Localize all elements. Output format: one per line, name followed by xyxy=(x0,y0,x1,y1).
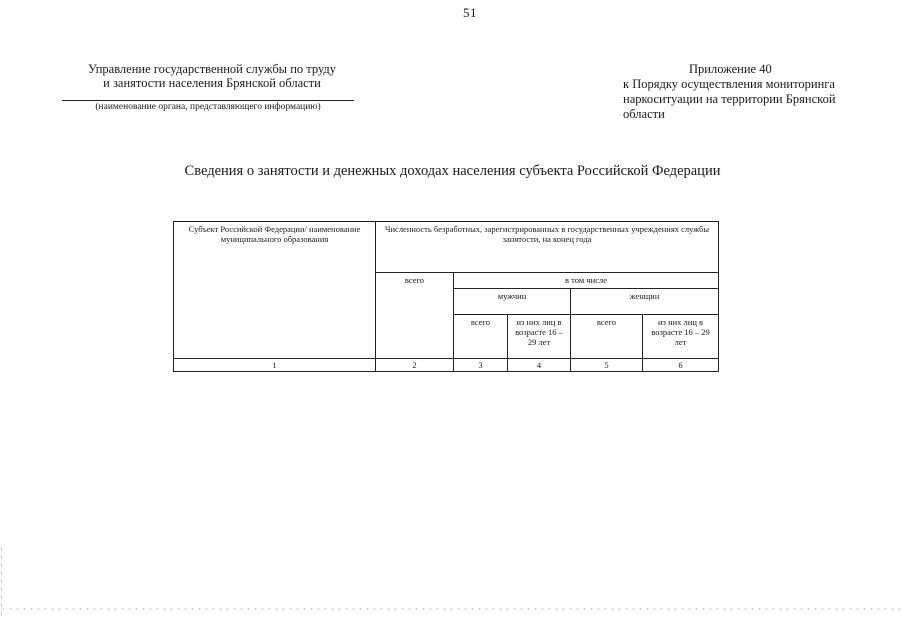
column-number-5: 5 xyxy=(571,359,643,372)
appendix-title: Приложение 40 xyxy=(689,62,772,76)
header-unemployed: Численность безработных, зарегистрированных в государственных учреждениях службы занятости, на конец года xyxy=(376,222,719,273)
header-men-youth: из них лиц в возрасте 16 – 29 лет xyxy=(508,315,571,359)
organization-line-1: Управление государственной службы по труду xyxy=(87,62,337,76)
column-number-1: 1 xyxy=(174,359,376,372)
column-number-4: 4 xyxy=(508,359,571,372)
appendix-block xyxy=(623,62,853,122)
header-total: всего xyxy=(376,273,454,359)
organization-caption: (наименование органа, представляющего информацию) xyxy=(95,102,321,112)
column-number-2: 2 xyxy=(376,359,454,372)
header-women-total: всего xyxy=(571,315,643,359)
header-men: мужчин xyxy=(454,289,571,315)
organization-block xyxy=(62,62,362,90)
column-number-3: 3 xyxy=(454,359,508,372)
column-number-6: 6 xyxy=(643,359,719,372)
header-men-total: всего xyxy=(454,315,508,359)
document-title: Сведения о занятости и денежных доходах населения субъекта Российской Федерации xyxy=(184,163,721,179)
header-including: в том числе xyxy=(454,273,719,289)
scan-edge-marks xyxy=(1,548,2,618)
appendix-line-3: области xyxy=(623,107,665,121)
header-subject: Субъект Российской Федерации/ наименование муниципального образования xyxy=(174,222,376,359)
organization-line-2: и занятости населения Брянской области xyxy=(103,76,321,90)
page-number: 51 xyxy=(463,5,477,20)
organization-underline xyxy=(62,100,354,101)
appendix-line-2: наркоситуации на территории Брянской xyxy=(623,92,836,106)
header-women-youth: из них лиц в возрасте 16 – 29 лет xyxy=(643,315,719,359)
header-women: женщин xyxy=(571,289,719,315)
appendix-line-1: к Порядку осуществления мониторинга xyxy=(623,77,835,91)
report-table xyxy=(173,221,719,372)
scan-noise-strip xyxy=(0,607,905,611)
